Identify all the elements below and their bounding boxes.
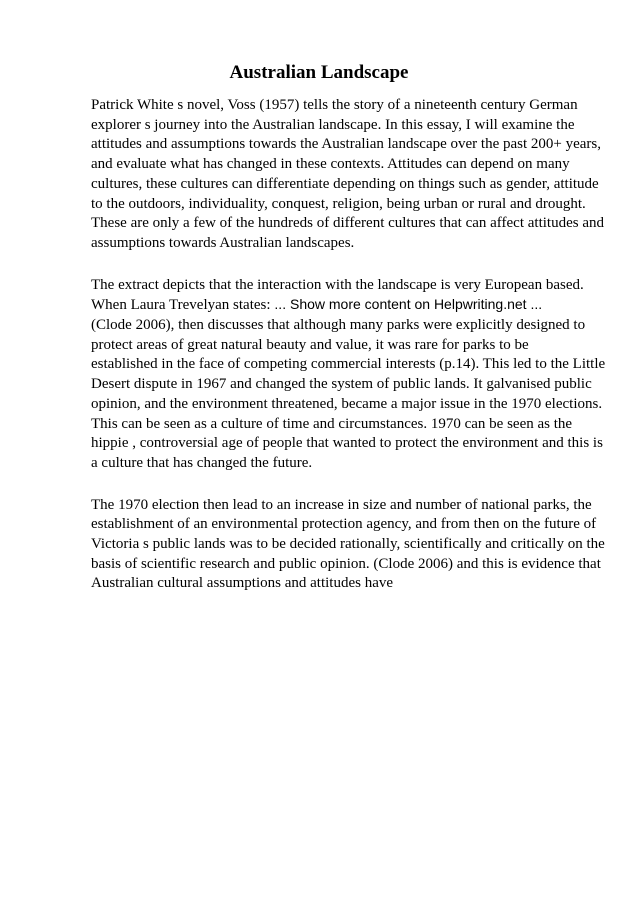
text-fragment: When Laura Trevelyan states: <box>91 297 271 314</box>
text-line: explorer s journey into the Australian landscape. In this essay, I will examine the <box>91 116 575 133</box>
text-line: a culture that has changed the future. <box>91 454 313 471</box>
document-body <box>91 96 606 616</box>
text-line: assumptions towards Australian landscapes. <box>91 234 355 251</box>
text-line: hippie , controversial age of people that wanted to protect the environment and this is <box>91 435 603 452</box>
show-more-link[interactable]: ... Show more content on Helpwriting.net ... <box>270 296 543 313</box>
text-line: The 1970 election then lead to an increase in size and number of national parks, the <box>91 496 592 513</box>
paragraph-3 <box>91 496 605 595</box>
text-line: Patrick White s novel, Voss (1957) tells the story of a nineteenth century German <box>91 97 578 113</box>
document-title: Australian Landscape <box>229 62 409 83</box>
text-line: and evaluate what has changed in these contexts. Attitudes can depend on many <box>91 156 570 173</box>
text-line: Desert dispute in 1967 and changed the system of public lands. It galvanised public <box>91 376 592 393</box>
text-line: opinion, and the environment threatened, became a major issue in the 1970 elections. <box>91 395 603 412</box>
text-line: to the outdoors, individuality, conquest, religion, being urban or rural and drought. <box>91 195 586 212</box>
text-line <box>91 295 601 316</box>
text-line: Victoria s public lands was to be decided rationally, scientifically and critically on the <box>91 536 605 553</box>
text-line: This can be seen as a culture of time and circumstances. 1970 can be seen as the <box>91 415 573 432</box>
text-line: cultures, these cultures can differentiate depending on things such as gender, attitude <box>91 175 599 192</box>
text-line: established in the face of competing commercial interests (p.14). This led to the Little <box>91 356 606 373</box>
text-line: These are only a few of the hundreds of different cultures that can affect attitudes and <box>91 215 604 232</box>
text-line: The extract depicts that the interaction with the landscape is very European based. <box>91 276 584 293</box>
text-line: basis of scientific research and public opinion. (Clode 2006) and this is evidence that <box>91 555 601 572</box>
text-line: (Clode 2006), then discusses that although many parks were explicitly designed to <box>91 317 586 334</box>
text-line: establishment of an environmental protection agency, and from then on the future of <box>91 516 597 533</box>
paragraph-1 <box>91 96 604 254</box>
paragraph-2 <box>91 276 606 474</box>
text-line: attitudes and assumptions towards the Australian landscape over the past 200+ years, <box>91 136 602 153</box>
text-line: Australian cultural assumptions and attitudes have <box>91 575 394 592</box>
text-line: protect areas of great natural beauty and value, it was rare for parks to be <box>91 336 529 353</box>
